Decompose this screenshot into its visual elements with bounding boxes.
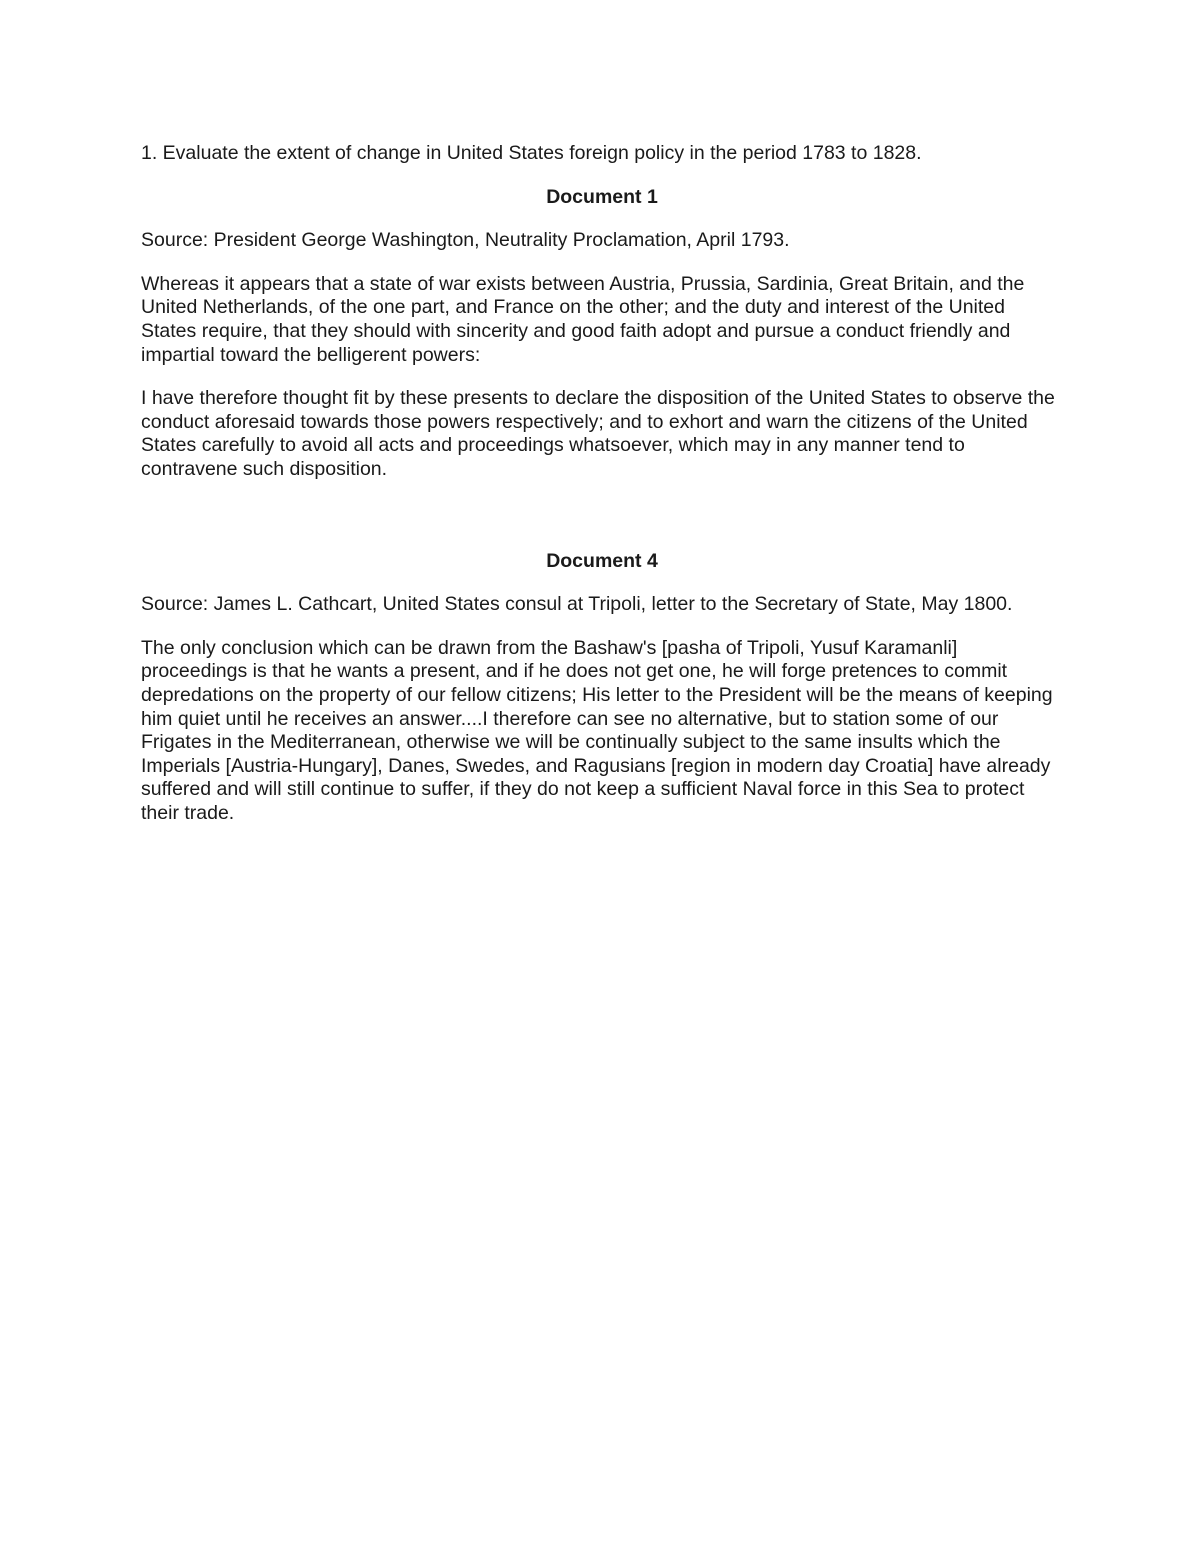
- document-1-source: Source: President George Washington, Neutrality Proclamation, April 1793.: [141, 229, 790, 252]
- document-1-paragraph-2: I have therefore thought fit by these presents to declare the disposition of the United States to observe the conduct aforesaid towards those powers respectively; and to exhort and warn the citizens of the United States carefully to avoid all acts and proceedings whatsoever, which may in any manner tend to contravene such disposition.: [141, 387, 1055, 480]
- document-4-source: Source: James L. Cathcart, United States consul at Tripoli, letter to the Secretary of State, May 1800.: [141, 593, 1013, 616]
- document-4-section: [141, 550, 1063, 826]
- section-spacer: [141, 502, 1063, 550]
- document-4-heading: Document 4: [546, 549, 658, 572]
- document-1-heading: Document 1: [546, 185, 658, 208]
- document-body: [141, 142, 1063, 845]
- essay-question: 1. Evaluate the extent of change in United States foreign policy in the period 1783 to 1828.: [141, 142, 922, 164]
- document-1-section: [141, 186, 1063, 482]
- document-1-paragraph-1: Whereas it appears that a state of war exists between Austria, Prussia, Sardinia, Great Britain, and the United Netherlands, of the one part, and France on the other; and the duty and interest of the United States require, that they should with sincerity and good faith adopt and pursue a conduct friendly and impartial toward the belligerent powers:: [141, 272, 1025, 366]
- document-4-paragraph-1: The only conclusion which can be drawn from the Bashaw's [pasha of Tripoli, Yusuf Karamanli] proceedings is that he wants a present, and if he does not get one, he will forge pretences to commit depredations on the property of our fellow citizens; His letter to the President will be the means of keeping him quiet until he receives an answer....I therefore can see no alternative, but to station some of our Frigates in the Mediterranean, otherwise we will be continually subject to the same insults which the Imperials [Austria-Hungary], Danes, Swedes, and Ragusians [region in modern day Croatia] have already suffered and will still continue to suffer, if they do not keep a sufficient Naval force in this Sea to protect their trade.: [141, 636, 1053, 824]
